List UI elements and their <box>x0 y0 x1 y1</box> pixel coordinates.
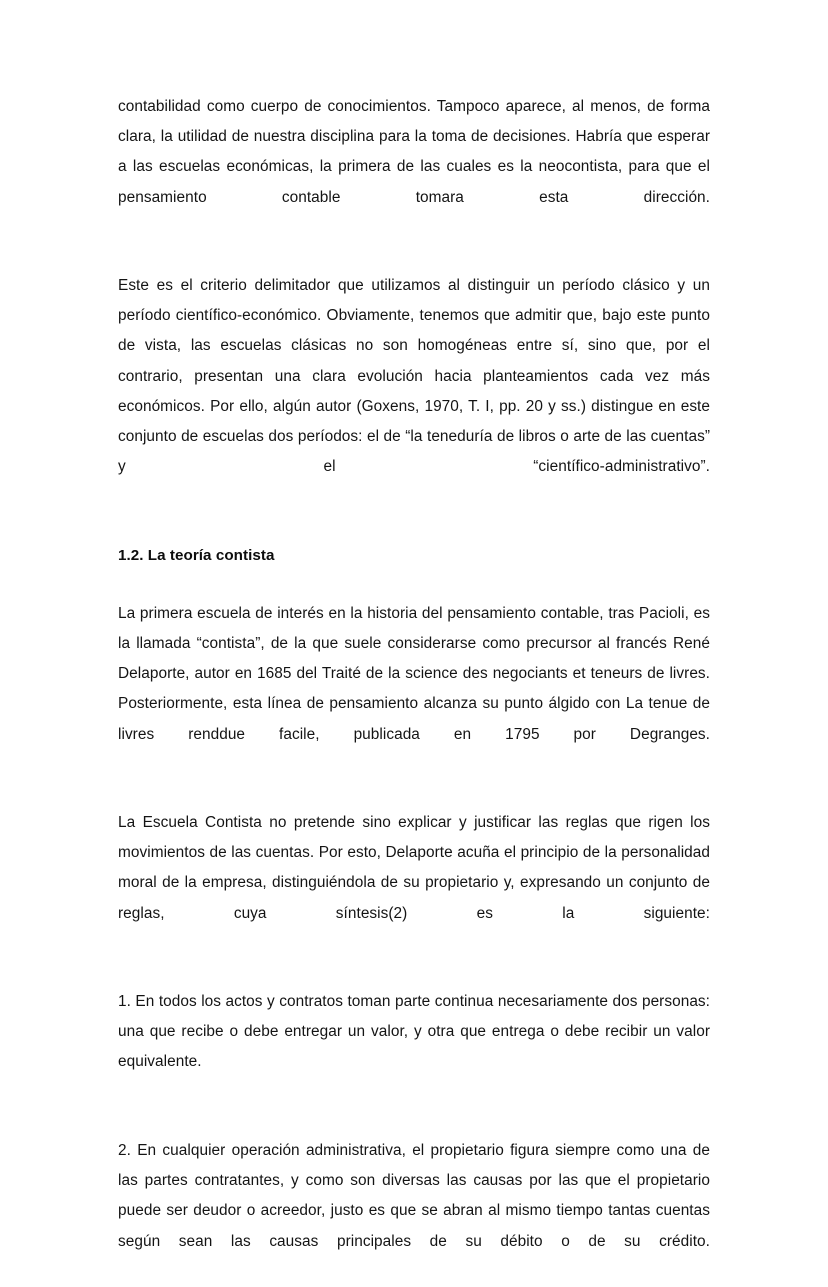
document-text-column <box>118 92 710 1287</box>
numbered-list-item-2: 2. En cualquier operación administrativa, el propietario figura siempre como una de las partes contratantes, y como son diversas las causas por las que el propietario puede ser deudor o acreedor, justo es que se abran al mismo tiempo tantas cuentas según sean las causas principales de su débito o de su crédito. <box>118 1141 710 1250</box>
body-paragraph-4: La Escuela Contista no pretende sino explicar y justificar las reglas que rigen los movimientos de las cuentas. Por esto, Delaporte acuña el principio de la personalidad moral de la empresa, distinguiéndola de su propietario y, expresando un conjunto de reglas, cuya síntesis(2) es la siguiente: <box>118 814 710 922</box>
body-paragraph-1: contabilidad como cuerpo de conocimientos. Tampoco aparece, al menos, de forma clara, la utilidad de nuestra disciplina para la toma de decisiones. Habría que esperar a las escuelas económicas, la primera de las cuales es la neocontista, para que el pensamiento contable tomara esta dirección. <box>118 98 710 206</box>
numbered-list-item-1: 1. En todos los actos y contratos toman parte continua necesariamente dos personas: una que recibe o debe entregar un valor, y otra que entrega o debe recibir un valor equivalente. <box>118 993 710 1071</box>
body-paragraph-2: Este es el criterio delimitador que utilizamos al distinguir un período clásico y un período científico-económico. Obviamente, tenemos que admitir que, bajo este punto de vista, las escuelas clásicas no son homogéneas entre sí, sino que, por el contrario, presentan una clara evolución hacia planteamientos cada vez más económicos. Por ello, algún autor (Goxens, 1970, T. I, pp. 20 y ss.) distingue en este conjunto de escuelas dos períodos: el de “la teneduría de libros o arte de las cuentas” y el “científico-administrativo”. <box>118 277 710 476</box>
section-heading-1-2: 1.2. La teoría contista <box>118 546 275 564</box>
body-paragraph-3: La primera escuela de interés en la historia del pensamiento contable, tras Pacioli, es la llamada “contista”, de la que suele considerarse como precursor al francés René Delaporte, autor en 1685 del Traité de la science des negociants et teneurs de livres. Posteriormente, esta línea de pensamiento alcanza su punto álgido con La tenue de livres renddue facile, publicada en 1795 por Degranges. <box>118 604 710 743</box>
